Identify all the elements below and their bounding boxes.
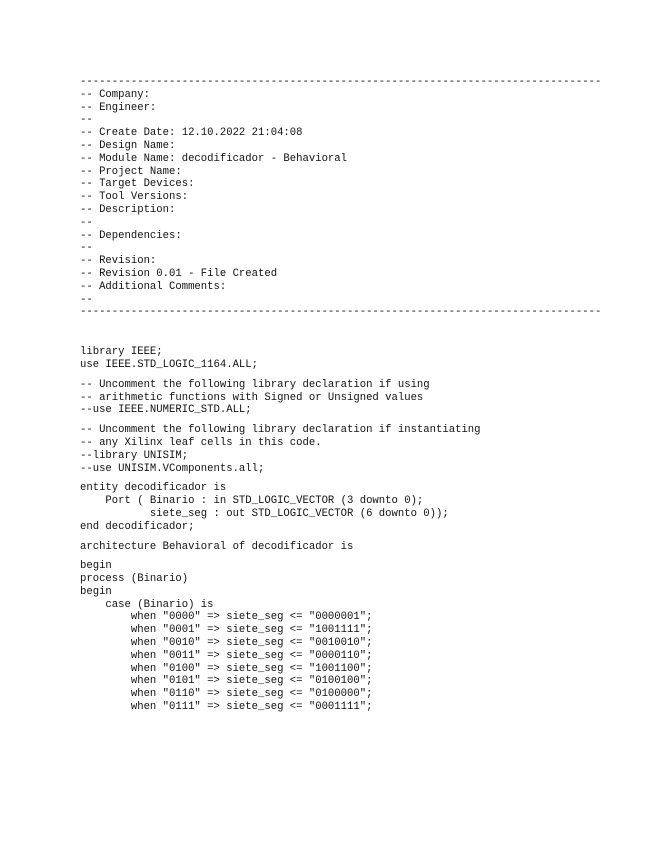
comment-dependencies: -- Dependencies: xyxy=(80,229,182,242)
code-entity-declaration: entity decodificador is xyxy=(80,482,227,495)
spacer xyxy=(80,553,640,560)
comment-revision: -- Revision: xyxy=(80,255,157,268)
code-when-0000: when "0000" => siete_seg <= "0000001"; xyxy=(80,611,373,624)
code-when-0110: when "0110" => siete_seg <= "0100000"; xyxy=(80,688,373,701)
header-separator-bottom: ---------------------------------------------------------------------------------- xyxy=(80,306,602,319)
spacer xyxy=(80,339,640,346)
spacer xyxy=(80,534,640,541)
comment-unisim-2: -- any Xilinx leaf cells in this code. xyxy=(80,436,322,449)
comment-unisim-1: -- Uncomment the following library declaration if instantiating xyxy=(80,424,481,437)
code-port-siete-seg: siete_seg : out STD_LOGIC_VECTOR (6 downto 0)); xyxy=(80,507,449,520)
comment-numeric-2: -- arithmetic functions with Signed or Unsigned values xyxy=(80,391,424,404)
spacer xyxy=(80,417,640,424)
code-process: process (Binario) xyxy=(80,573,189,586)
comment-design-name: -- Design Name: xyxy=(80,139,176,152)
comment-description: -- Description: xyxy=(80,203,176,216)
spacer xyxy=(80,372,640,379)
code-when-0001: when "0001" => siete_seg <= "1001111"; xyxy=(80,624,373,637)
header-separator-top: ---------------------------------------------------------------------------------- xyxy=(80,76,602,88)
spacer xyxy=(80,475,640,482)
comment-blank: -- xyxy=(80,114,93,127)
comment-engineer: -- Engineer: xyxy=(80,101,157,114)
comment-additional-comments: -- Additional Comments: xyxy=(80,280,227,293)
comment-blank: -- xyxy=(80,242,93,255)
comment-unisim-4: --use UNISIM.VComponents.all; xyxy=(80,462,265,475)
comment-blank: -- xyxy=(80,216,93,229)
comment-create-date: -- Create Date: 12.10.2022 21:04:08 xyxy=(80,127,303,140)
comment-tool-versions: -- Tool Versions: xyxy=(80,191,189,204)
code-when-0010: when "0010" => siete_seg <= "0010010"; xyxy=(80,637,373,650)
comment-project-name: -- Project Name: xyxy=(80,165,182,178)
code-port-binario: Port ( Binario : in STD_LOGIC_VECTOR (3 downto 0); xyxy=(80,495,424,508)
code-when-0111: when "0111" => siete_seg <= "0001111"; xyxy=(80,701,373,714)
comment-module-name: -- Module Name: decodificador - Behavioral xyxy=(80,152,348,165)
comment-blank: -- xyxy=(80,293,93,306)
code-case: case (Binario) is xyxy=(80,598,214,611)
code-library-ieee: library IEEE; xyxy=(80,346,163,359)
comment-company: -- Company: xyxy=(80,88,150,101)
comment-target-devices: -- Target Devices: xyxy=(80,178,195,191)
vhdl-source-code xyxy=(80,76,640,714)
code-use-std-logic: use IEEE.STD_LOGIC_1164.ALL; xyxy=(80,358,259,371)
code-begin: begin xyxy=(80,585,112,598)
comment-revision-detail: -- Revision 0.01 - File Created xyxy=(80,267,278,280)
code-end-entity: end decodificador; xyxy=(80,520,195,533)
spacer xyxy=(80,319,640,339)
comment-numeric-3: --use IEEE.NUMERIC_STD.ALL; xyxy=(80,404,252,417)
code-when-0100: when "0100" => siete_seg <= "1001100"; xyxy=(80,662,373,675)
comment-unisim-3: --library UNISIM; xyxy=(80,449,189,462)
code-when-0011: when "0011" => siete_seg <= "0000110"; xyxy=(80,649,373,662)
code-begin: begin xyxy=(80,560,112,573)
code-when-0101: when "0101" => siete_seg <= "0100100"; xyxy=(80,675,373,688)
comment-numeric-1: -- Uncomment the following library declaration if using xyxy=(80,378,430,391)
code-architecture: architecture Behavioral of decodificador is xyxy=(80,540,354,553)
